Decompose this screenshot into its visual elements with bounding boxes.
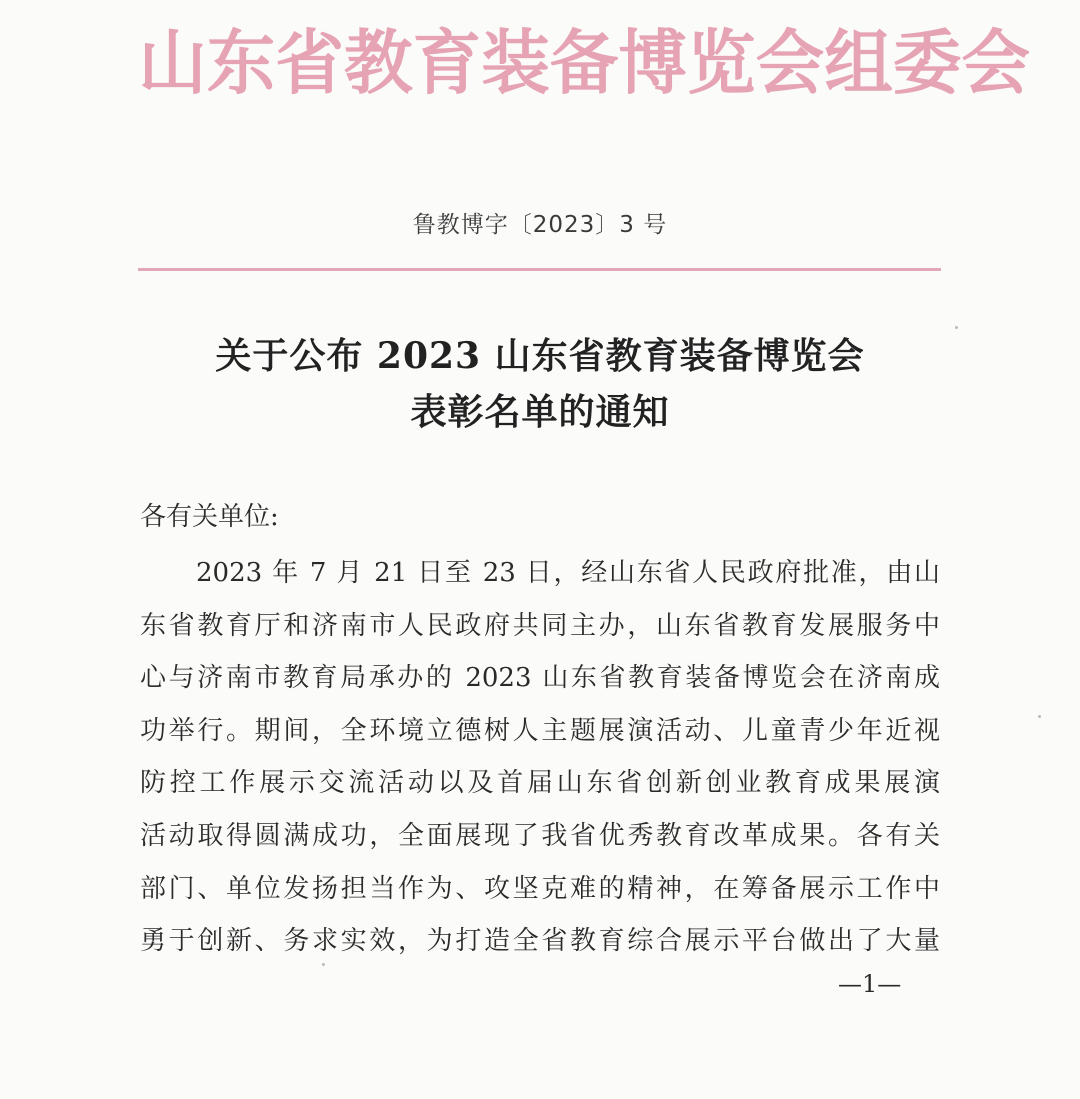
body-line: 勇于创新、务求实效，为打造全省教育综合展示平台做出了大量	[140, 926, 940, 957]
header-divider-rule	[138, 268, 941, 271]
body-line: 2023 年 7 月 21 日至 23 日，经山东省人民政府批准，由山	[196, 558, 940, 588]
scan-speck	[1038, 715, 1041, 718]
notice-title-line-2: 表彰名单的通知	[410, 391, 670, 433]
body-line: 东省教育厅和济南市人民政府共同主办，山东省教育发展服务中	[140, 610, 940, 641]
notice-title	[0, 328, 1080, 440]
page-number: —1—	[838, 970, 902, 998]
document-number: 鲁教博字〔2023〕3 号	[412, 212, 668, 238]
scan-speck	[955, 326, 958, 329]
body-line: 功举行。期间，全环境立德树人主题展演活动、儿童青少年近视	[140, 715, 940, 746]
body-paragraph	[140, 547, 940, 968]
notice-title-line-1: 关于公布 2023 山东省教育装备博览会	[215, 335, 865, 377]
body-line: 部门、单位发扬担当作为、攻坚克难的精神，在筹备展示工作中	[140, 873, 940, 904]
salutation: 各有关单位:	[140, 502, 279, 532]
body-line: 防控工作展示交流活动以及首届山东省创新创业教育成果展演	[140, 768, 940, 799]
body-line: 心与济南市教育局承办的 2023 山东省教育装备博览会在济南成	[140, 663, 940, 694]
scan-speck	[322, 963, 325, 966]
body-line: 活动取得圆满成功，全面展现了我省优秀教育改革成果。各有关	[140, 820, 940, 851]
issuing-organization-header: 山东省教育装备博览会组委会	[138, 22, 1031, 104]
